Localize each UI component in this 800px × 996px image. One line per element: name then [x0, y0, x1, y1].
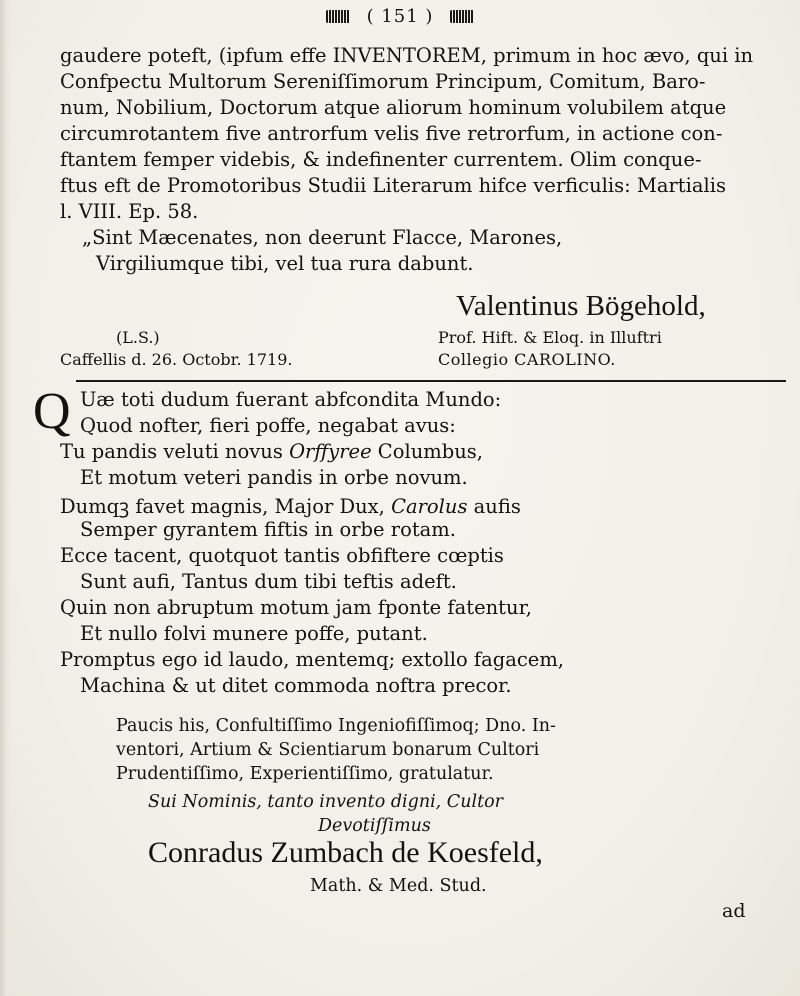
place-date: Caffellis d. 26. Octobr. 1719. [60, 350, 293, 369]
right-ornament-icon [450, 10, 474, 23]
dedication-line: Paucis his, Confultiſſimo Ingeniofiſſimoq; Dno. In- [116, 716, 556, 736]
poem-line: Promptus ego id laudo, mentemq; extollo fagacem, [60, 648, 565, 671]
prose-line: l. VIII. Ep. 58. [60, 200, 199, 223]
page-number: ( 151 ) [366, 6, 434, 27]
seal-label: (L.S.) [116, 328, 160, 347]
poem-line: Et motum veteri pandis in orbe novum. [80, 466, 468, 489]
poem-line: Dumqꝫ favet magnis, Major Dux, Carolus aufis [60, 495, 521, 518]
prose-line: ftus eft de Promotoribus Studii Literarum hifce verficulis: Martialis [60, 174, 726, 197]
poem-line: Quin non abruptum motum jam fponte fatentur, [60, 596, 532, 619]
page-header [0, 6, 800, 27]
poem-line: Quod nofter, fieri poffe, negabat avus: [80, 414, 456, 437]
poem-line: Et nullo folvi munere poffe, putant. [80, 622, 428, 645]
signature-college: Collegio CAROLINO. [438, 350, 616, 369]
poem-line: Semper gyrantem fiftis in orbe rotam. [80, 518, 456, 541]
subscription-line: Sui Nominis, tanto invento digni, Cultor [148, 792, 503, 812]
section-rule [76, 380, 786, 382]
prose-line: ftantem femper videbis, & indefinenter currentem. Olim conque- [60, 148, 702, 171]
prose-line: circumrotantem five antrorfum velis five retrorfum, in actione con- [60, 122, 723, 145]
page-binding-shadow [0, 0, 12, 996]
quote-line: „Sint Mæcenates, non deerunt Flacce, Marones, [82, 226, 563, 249]
poem-line: Ecce tacent, quotquot tantis obfiftere cœptis [60, 544, 504, 567]
catchword: ad [722, 900, 746, 922]
signature-name-2: Conradus Zumbach de Koesfeld, [148, 836, 543, 869]
prose-line: num, Nobilium, Doctorum atque aliorum hominum volubilem atque [60, 96, 727, 119]
prose-line: Confpectu Multorum Sereniſſimorum Principum, Comitum, Baro- [60, 70, 706, 93]
dedication-line: Prudentiſſimo, Experientiſſimo, gratulatur. [116, 764, 494, 784]
signature-title: Prof. Hift. & Eloq. in Illuftri [438, 328, 662, 347]
signature-name: Valentinus Bögehold, [456, 290, 706, 322]
poem-line: Machina & ut ditet commoda noftra precor. [80, 674, 512, 697]
signature-role: Math. & Med. Stud. [310, 876, 487, 896]
prose-line: gaudere poteft, (ipfum effe INVENTOREM, primum in hoc ævo, qui in [60, 44, 754, 67]
quote-line: Virgiliumque tibi, vel tua rura dabunt. [96, 252, 474, 275]
devotus-line: Devotiſſimus [318, 816, 431, 836]
drop-cap: Q [33, 383, 71, 440]
poem-line: Uæ toti dudum fuerant abfcondita Mundo: [80, 388, 502, 411]
poem-line: Tu pandis veluti novus Orffyree Columbus, [60, 440, 484, 463]
dedication-line: ventori, Artium & Scientiarum bonarum Cultori [116, 740, 540, 760]
left-ornament-icon [326, 10, 350, 23]
poem-line: Sunt aufi, Tantus dum tibi teftis adeft. [80, 570, 457, 593]
